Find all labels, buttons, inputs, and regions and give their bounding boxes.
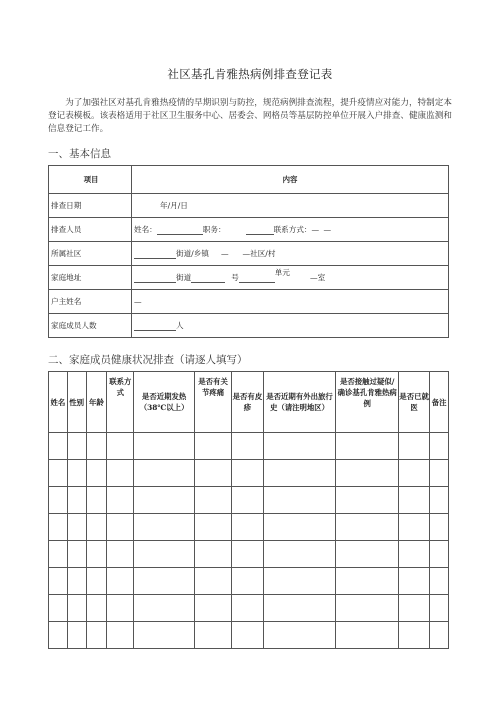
hao-label: 号 [231,273,239,282]
table-cell[interactable] [263,487,336,514]
table-cell[interactable] [194,433,232,460]
table-row [49,242,449,266]
contact-dashes: — — [311,225,333,234]
table-cell[interactable] [86,541,107,568]
row-label: 户主姓名 [49,290,132,314]
table-cell[interactable] [134,541,194,568]
table-cell[interactable] [86,622,107,649]
intro-paragraph: 为了加强社区对基孔肯雅热疫情的早期识别与防控，规范病例排查流程，提升疫情应对能力，特制定本登记表模板。该表格适用于社区卫生服务中心、居委会、网格员等基层防控单位开展入户排查、健康监测和信息登记工作。 [48,98,452,134]
col-name: 姓名 [49,372,68,433]
table-row [49,266,449,290]
table-cell[interactable] [107,487,134,514]
row-label: 排查人员 [49,218,132,242]
table-cell[interactable] [232,460,263,487]
table-cell[interactable] [86,487,107,514]
table-cell[interactable] [49,541,68,568]
job-label: 职务： [202,225,226,234]
table-cell[interactable] [336,541,399,568]
unit-label: 单元 [274,268,290,277]
room-label: —室 [309,273,326,282]
table-cell[interactable] [67,433,86,460]
table-row [49,218,449,242]
row-label: 家庭成员人数 [49,314,132,338]
member-count-field[interactable] [132,314,449,338]
table-row [49,568,449,595]
road-blank[interactable] [191,273,225,283]
date-format-hint: 年/月/日 [160,201,188,210]
col-contact-case: 是否接触过疑似/确诊基孔肯雅热病例 [336,372,399,433]
table-cell[interactable] [67,514,86,541]
table-cell[interactable] [263,514,336,541]
table-cell[interactable] [134,460,194,487]
col-rash: 是否有皮疹 [232,372,263,433]
table-cell[interactable] [398,514,429,541]
section-health-check-heading: 二、家庭成员健康状况排查（请逐人填写） [48,354,248,366]
table-cell[interactable] [336,433,399,460]
basic-info-table [48,165,449,338]
dash: — [134,297,142,306]
table-cell[interactable] [49,487,68,514]
table-cell[interactable] [398,433,429,460]
table-cell[interactable] [194,541,232,568]
table-cell[interactable] [232,568,263,595]
table-row [49,595,449,622]
table-cell[interactable] [263,595,336,622]
table-cell[interactable] [134,568,194,595]
table-cell[interactable] [398,622,429,649]
table-cell[interactable] [336,487,399,514]
table-cell[interactable] [86,514,107,541]
count-blank[interactable] [134,321,176,331]
table-row [49,314,449,338]
table-row [49,460,449,487]
table-row [49,290,449,314]
building-blank[interactable] [239,273,275,283]
table-cell[interactable] [194,622,232,649]
table-header-row [49,166,449,194]
table-header-row [49,372,449,433]
table-row [49,487,449,514]
col-contact: 联系方式 [107,372,134,433]
name-blank[interactable] [157,225,203,235]
table-cell[interactable] [430,595,449,622]
street-blank[interactable] [134,249,176,259]
table-cell[interactable] [107,568,134,595]
table-cell[interactable] [430,487,449,514]
table-cell[interactable] [107,460,134,487]
table-cell[interactable] [263,460,336,487]
table-cell[interactable] [232,595,263,622]
table-cell[interactable] [336,595,399,622]
table-cell[interactable] [398,460,429,487]
col-fever: 是否近期发热（38℃以上） [134,372,194,433]
table-cell[interactable] [67,460,86,487]
row-label: 排查日期 [49,194,132,218]
table-cell[interactable] [430,622,449,649]
table-cell[interactable] [49,514,68,541]
table-cell[interactable] [86,568,107,595]
table-cell[interactable] [232,487,263,514]
contact-blank[interactable] [246,225,274,235]
table-cell[interactable] [194,514,232,541]
householder-field[interactable] [132,290,449,314]
col-age: 年龄 [86,372,107,433]
table-cell[interactable] [194,595,232,622]
table-cell[interactable] [67,487,86,514]
village-label: —社区/村 [242,249,276,258]
table-cell[interactable] [232,622,263,649]
street-label: 街道/乡镇 [176,249,209,258]
table-cell[interactable] [107,433,134,460]
table-row [49,433,449,460]
table-cell[interactable] [49,568,68,595]
table-cell[interactable] [134,433,194,460]
form-title: 社区基孔肯雅热病例排查登记表 [167,67,333,81]
table-cell[interactable] [67,541,86,568]
table-cell[interactable] [398,568,429,595]
table-cell[interactable] [398,487,429,514]
table-cell[interactable] [430,433,449,460]
table-cell[interactable] [336,460,399,487]
table-cell[interactable] [232,514,263,541]
table-cell[interactable] [134,487,194,514]
inspector-field[interactable] [132,218,449,242]
col-remarks: 备注 [430,372,449,433]
table-row [49,622,449,649]
table-cell[interactable] [336,514,399,541]
table-cell[interactable] [107,595,134,622]
table-row [49,541,449,568]
header-item: 项目 [49,166,132,194]
table-cell[interactable] [430,460,449,487]
col-joint-pain: 是否有关节疼痛 [194,372,232,433]
table-cell[interactable] [134,595,194,622]
name-label: 姓名： [134,225,157,234]
section-basic-info-heading: 一、基本信息 [48,148,111,160]
table-cell[interactable] [86,460,107,487]
table-cell[interactable] [263,568,336,595]
table-cell[interactable] [263,433,336,460]
table-cell[interactable] [194,460,232,487]
street-label: 街道 [176,273,192,282]
table-cell[interactable] [49,622,68,649]
table-cell[interactable] [398,595,429,622]
table-cell[interactable] [430,514,449,541]
table-cell[interactable] [49,460,68,487]
table-cell[interactable] [430,568,449,595]
date-field[interactable] [132,194,449,218]
table-cell[interactable] [232,541,263,568]
table-cell[interactable] [107,622,134,649]
address-field[interactable] [132,266,449,290]
table-cell[interactable] [49,595,68,622]
table-cell[interactable] [430,541,449,568]
row-label: 所属社区 [49,242,132,266]
header-content: 内容 [132,166,449,194]
table-cell[interactable] [67,568,86,595]
row-label: 家庭地址 [49,266,132,290]
table-cell[interactable] [107,514,134,541]
table-cell[interactable] [67,595,86,622]
col-medical: 是否已就医 [398,372,429,433]
table-cell[interactable] [86,433,107,460]
table-cell[interactable] [194,487,232,514]
col-travel: 是否近期有外出旅行史（请注明地区） [263,372,336,433]
person-unit: 人 [176,321,184,330]
table-cell[interactable] [336,622,399,649]
street-blank[interactable] [134,273,176,283]
table-cell[interactable] [86,595,107,622]
contact-label: 联系方式： [273,225,312,234]
community-field[interactable] [132,242,449,266]
member-health-table [48,371,449,649]
table-row [49,194,449,218]
table-cell[interactable] [398,541,429,568]
col-gender: 性别 [67,372,86,433]
table-row [49,514,449,541]
table-cell[interactable] [263,541,336,568]
table-cell[interactable] [67,622,86,649]
table-cell[interactable] [134,622,194,649]
table-cell[interactable] [134,514,194,541]
dash: — [220,249,229,258]
table-cell[interactable] [336,568,399,595]
table-cell[interactable] [49,433,68,460]
table-cell[interactable] [107,541,134,568]
table-cell[interactable] [263,622,336,649]
member-rows [49,433,449,649]
table-cell[interactable] [232,433,263,460]
table-cell[interactable] [194,568,232,595]
